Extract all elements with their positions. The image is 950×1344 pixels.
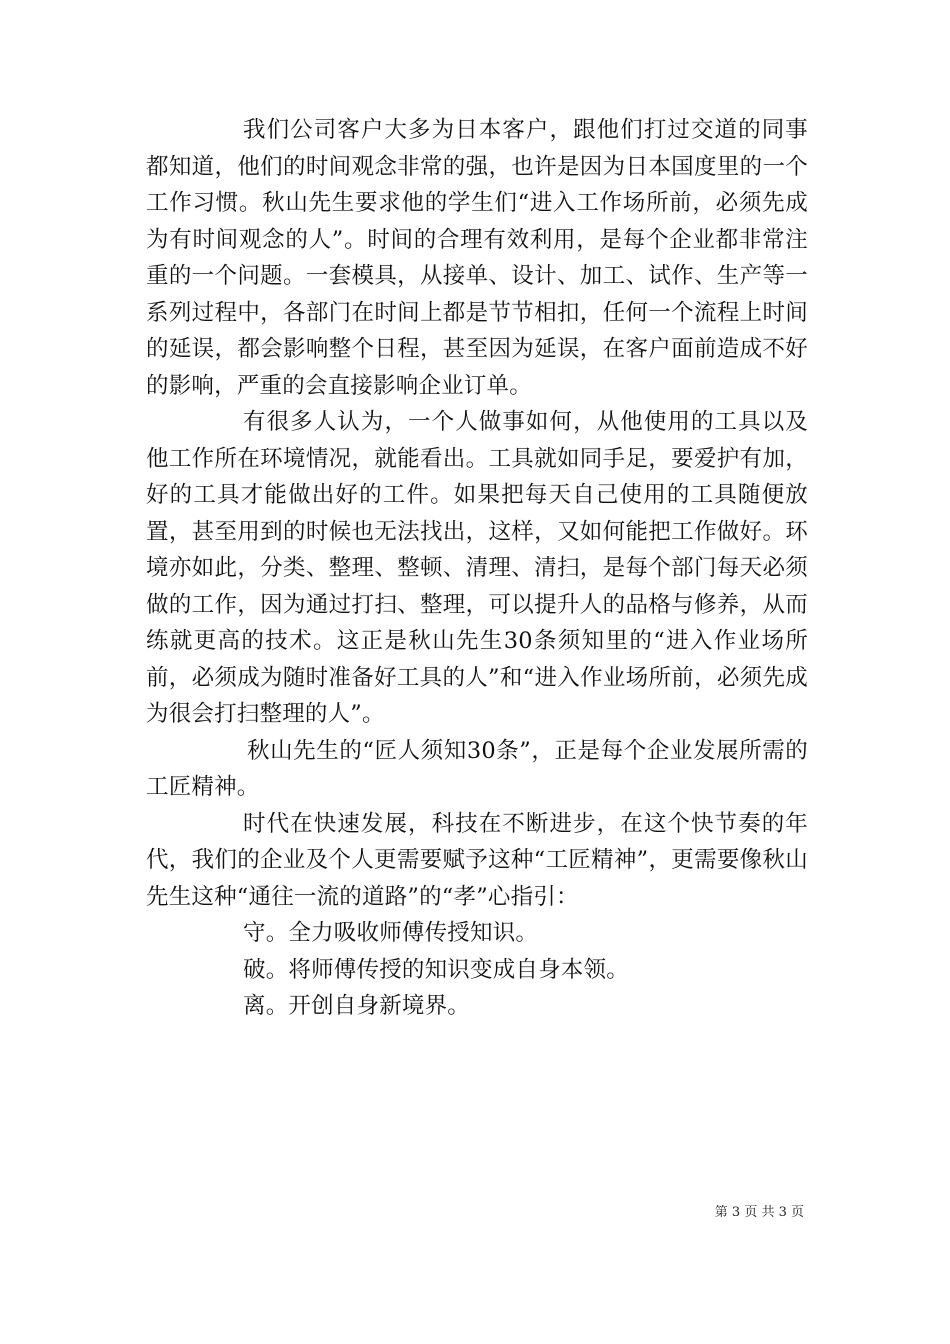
list-item-li: 离。开创自身新境界。 bbox=[243, 993, 471, 1019]
document-body bbox=[146, 112, 808, 1025]
list-item-po: 破。将师傅传授的知识变成自身本领。 bbox=[243, 956, 629, 983]
paragraph-time-concept: 我们公司客户大多为日本客户，跟他们打过交道的同事都知道，他们的时间观念非常的强，也许是因为日本国度里的一个工作习惯。秋山先生要求他的学生们“进入工作场所前，必须先成为有时间观念的人”。时间的合理有效利用，是每个企业都非常注重的一个问题。一套模具，从接单、设计、加工、试作、生产等一系列过程中，各部门在时间上都是节节相扣，任何一个流程上时间的延误，都会影响整个日程，甚至因为延误，在客户面前造成不好的影响，严重的会直接影响企业订单。 bbox=[146, 117, 808, 399]
page-number-footer: 第 3 页 共 3 页 bbox=[714, 1205, 804, 1220]
paragraph-craftsman-spirit: 秋山先生的“匠人须知30条”，正是每个企业发展所需的工匠精神。 bbox=[146, 737, 808, 800]
list-item-shou: 守。全力吸收师傅传授知识。 bbox=[243, 920, 539, 946]
paragraph-era-development: 时代在快速发展，科技在不断进步，在这个快节奏的年代，我们的企业及个人更需要赋予这种“工匠精神”，更需要像秋山先生这种“通往一流的道路”的“孝”心指引： bbox=[146, 810, 808, 910]
paragraph-tools-environment: 有很多人认为，一个人做事如何，从他使用的工具以及他工作所在环境情况，就能看出。工具就如同手足，要爱护有加，好的工具才能做出好的工件。如果把每天自己使用的工具随便放置，甚至用到的时候也无法找出，这样，又如何能把工作做好。环境亦如此，分类、整理、整顿、清理、清扫，是每个部门每天必须做的工作，因为通过打扫、整理，可以提升人的品格与修养，从而练就更高的技术。这正是秋山先生30条须知里的“进入作业场所前，必须成为随时准备好工具的人”和“进入作业场所前，必须先成为很会打扫整理的人”。 bbox=[146, 409, 808, 727]
